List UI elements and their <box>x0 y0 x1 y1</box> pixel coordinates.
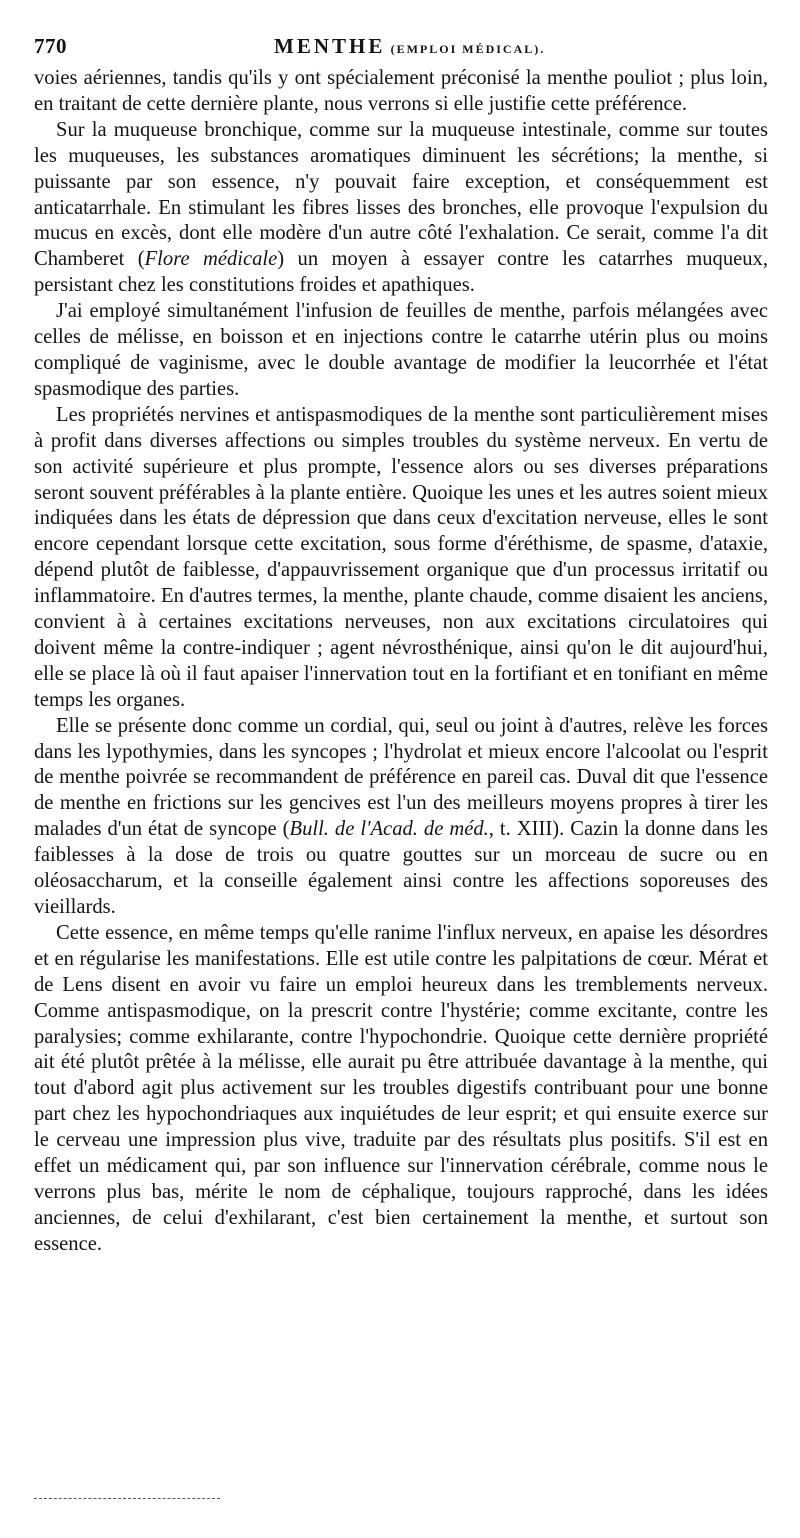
italic-citation: Bull. de l'Acad. de méd. <box>289 818 489 841</box>
text-run: ) un moyen à essayer contre les catarrhes muqueux, persistant chez les constitutions froides et apathiques. <box>34 248 769 297</box>
text-run: Cette essence, en même temps qu'elle ranime l'influx nerveux, en apaise les désordres et en régularise les manifestations. Elle est utile contre les palpitations de cœur. Mérat et de Lens disent en avoir vu faire un emploi heureux dans les tremblements nerveux. Comme antispasmodique, on la prescrit contre l'hystérie; comme excitante, contre les paralysies; comme exhilarante, contre l'hypochondrie. Quoique cette dernière propriété ait été plutôt prêtée à la mélisse, elle aurait pu être attribuée davantage à la menthe, qui tout d'abord agit plus activement sur les troubles digestifs contribuant pour une bonne part chez les hypochondriaques aux inquiétudes de leur esprit; et qui ensuite exerce sur le cerveau une impression plus vive, traduite par des résultats plus positifs. S'il est en effet un médicament qui, par son influence sur l'innervation cérébrale, comme nous le verrons plus bas, mérite le nom de céphalique, toujours rapproché, dans les idées anciennes, de celui d'exhilarant, c'est bien certainement la menthe, et surtout son essence. <box>34 921 768 1255</box>
text-run: Sur la muqueuse bronchique, comme sur la muqueuse intestinale, comme sur toutes les muqueuses, les substances aromatiques diminuent les sécrétions; la menthe, si puissante par son essence, n'y pouvait faire exception, et conséquemment est anticatarrhale. En stimulant les fibres lisses des bronches, elle provoque l'expulsion du mucus en excès, dont elle modère d'un autre côté l'exhalation. Ce serait, comme l'a dit Chamberet ( <box>34 118 768 271</box>
text-run: Les propriétés nervines et antispasmodiques de la menthe sont particulièrement mises à profit dans diverses affections ou simples troubles du système nerveux. En vertu de son activité supérieure et plus prompte, l'essence alors ou ses diverses préparations seront souvent préférables à la plante entière. Quoique les unes et les autres soient mieux indiquées dans les états de dépression que dans ceux d'excitation nerveuse, elles le sont encore cependant lorsque cette excitation, sous forme d'éréthisme, de spasme, d'ataxie, dépend plutôt de faiblesse, d'appauvrissement organique que d'un processus irritatif ou inflammatoire. En d'autres termes, la menthe, plante chaude, comme disaient les anciens, convient à à certaines excitations nerveuses, non aux excitations circulatoires qui doivent même la contre-indiquer ; agent névrosthénique, ainsi qu'on le dit aujourd'hui, elle se place là où il faut apaiser l'innervation tout en la fortifiant et en tonifiant en même temps les organes. <box>34 403 768 711</box>
text-run: J'ai employé simultanément l'infusion de feuilles de menthe, parfois mélangées avec celles de mélisse, en boisson et en injections contre le catarrhe utérin plus ou moins compliqué de vaginisme, avec le double avantage de modifier la leucorrhée et l'état spasmodique des parties. <box>34 300 768 400</box>
paragraph <box>34 403 768 714</box>
paragraph <box>34 66 768 118</box>
italic-citation: Flore médicale <box>144 248 278 271</box>
paragraph <box>34 299 768 403</box>
text-run: , t. XIII). Cazin la donne dans les faiblesses à la dose de trois ou quatre gouttes sur un morceau de sucre ou en oléosaccharum, et la conseille également ainsi contre les affections soporeuses des vieillards. <box>34 818 768 918</box>
paragraph <box>34 118 768 299</box>
running-title: MENTHE <box>274 34 386 58</box>
paragraph <box>34 714 768 921</box>
text-run: voies aériennes, tandis qu'ils y ont spécialement préconisé la menthe pouliot ; plus loin, en traitant de cette dernière plante, nous verrons si elle justifie cette préférence. <box>34 67 768 115</box>
body-text <box>34 66 768 1258</box>
running-subtitle: (EMPLOI MÉDICAL). <box>390 42 546 56</box>
footer-rule <box>34 1498 220 1499</box>
running-header <box>34 26 768 66</box>
document-page <box>34 26 768 1258</box>
paragraph <box>34 921 768 1258</box>
page-number: 770 <box>34 34 67 58</box>
text-run: Elle se présente donc comme un cordial, qui, seul ou joint à d'autres, relève les forces dans les lypothymies, dans les syncopes ; l'hydrolat et mieux encore l'alcoolat ou l'esprit de menthe poivrée se recommandent de préférence en pareil cas. Duval dit que l'essence de menthe en frictions sur les gencives est l'un des meilleurs moyens propres à tirer les malades d'un état de syncope ( <box>34 714 768 841</box>
